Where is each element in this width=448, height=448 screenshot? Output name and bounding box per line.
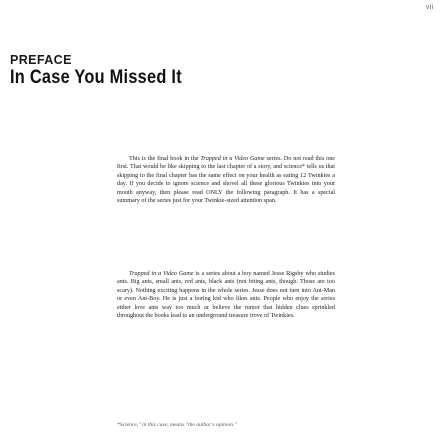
body-paragraph-1 xyxy=(117,155,335,205)
body-paragraph-2 xyxy=(117,270,335,320)
section-label: PREFACE xyxy=(10,53,72,67)
book-title: Trapped in a Video Game xyxy=(200,156,265,163)
paragraph-2-text: is a series about a boy named Jesse Rigsby who studies ants. Big ants, small ants, red ants, black ants (not biting ants, though. Those are too scary). Nothing exciting happens in the whole series. Jesse does not turn into Ant-Man or even Ant-Boy. He is just a boring kid who likes ants. People who enjoy the series either love ants way too much or believe the rumor that hidden clues sprinkled throughout the books lead to an underground treasure trove of Twinkies. xyxy=(117,271,335,319)
book-title: Trapped in a Video Game xyxy=(129,271,194,278)
paragraph-1-lead: This is the final book in the xyxy=(129,156,201,163)
page-title: In Case You Missed It xyxy=(10,67,182,88)
footnote: *Science," in this case, means "the author's opinion." xyxy=(117,422,237,428)
page-number: vii xyxy=(425,4,434,11)
paragraph-1-text: series. Do not read this one first. That would be like skipping to the last chapter of a story, and science* tells us that skipping to the final chapter has the same effect on your health as eating 12 Twinkies a day. If you decide to ignore science and shovel all these glorious Twinkies into your mouth anyway, then please read ONLY the following paragraph. It has a special summary of the series just for your Twinkie-sized attention span. xyxy=(117,156,335,204)
